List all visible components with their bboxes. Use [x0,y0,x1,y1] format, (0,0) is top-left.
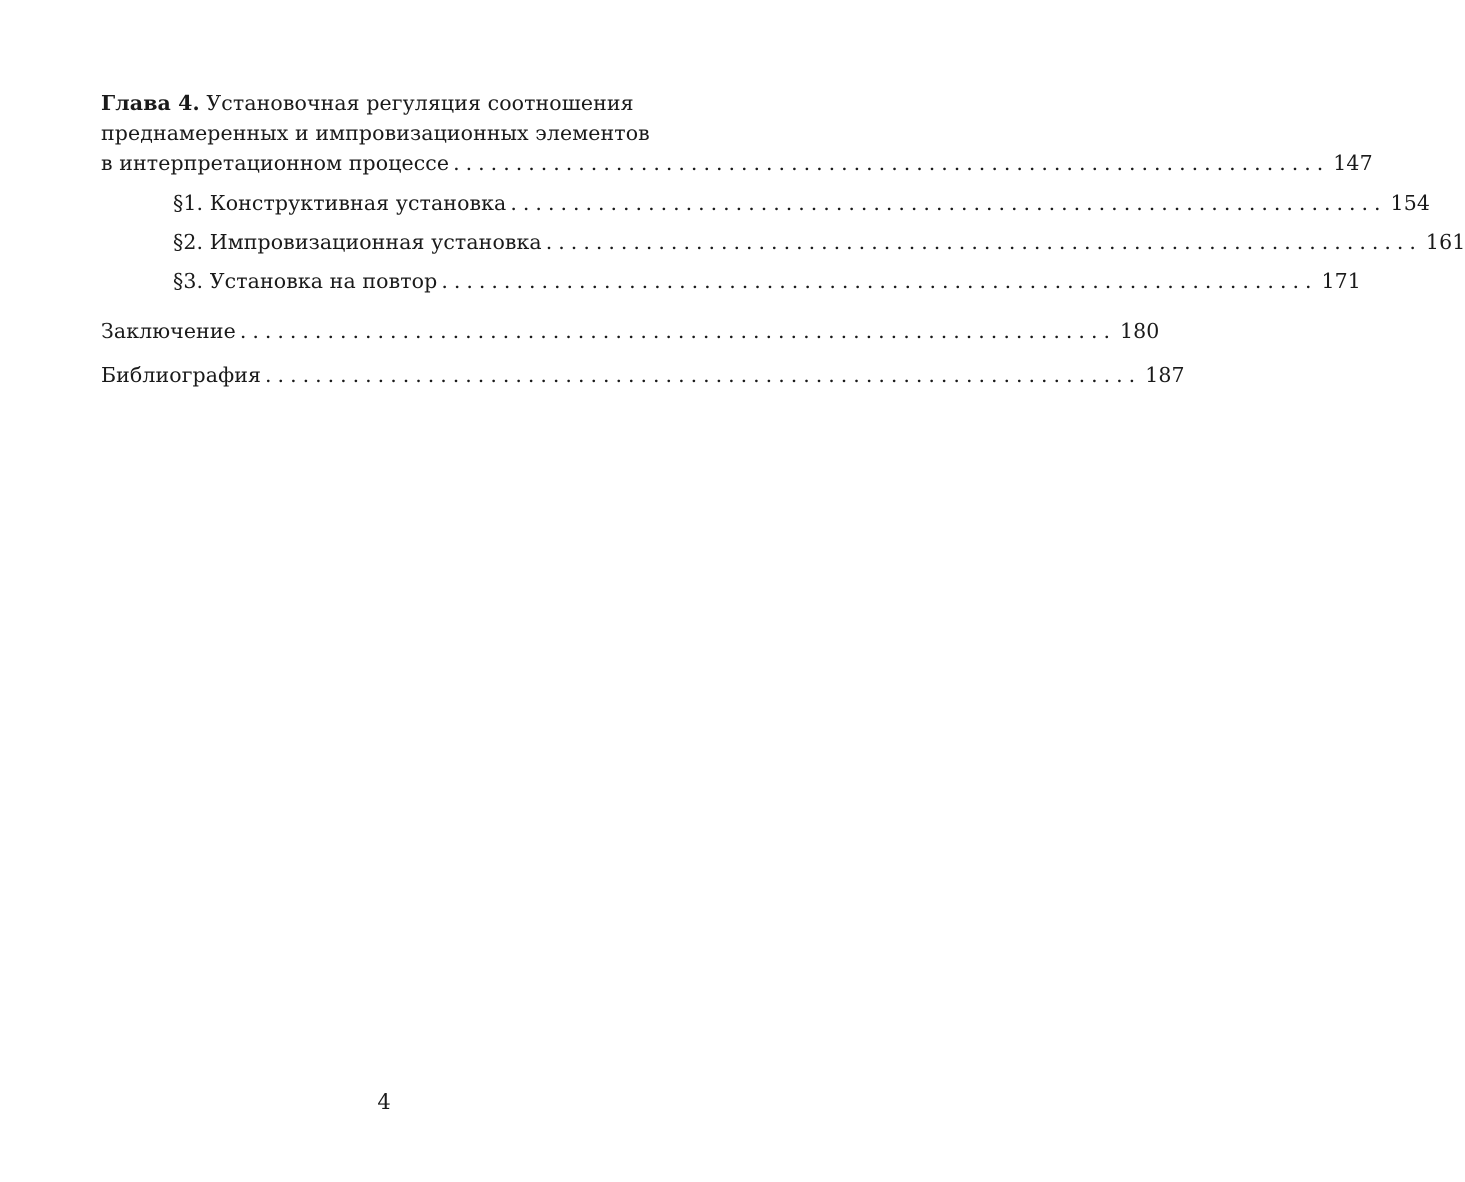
dot-leader: ...................................................................... [441,269,1318,293]
section-label: §3. Установка на повтор [173,269,438,293]
toc-section-2 [101,223,1465,262]
bibliography-label: Библиография [101,363,262,387]
chapter-label: Глава 4. [101,91,200,115]
toc-conclusion [101,309,1160,353]
dot-leader: ...................................................................... [453,151,1330,175]
conclusion-page-number: 180 [1119,319,1160,343]
toc-bibliography [101,353,1185,397]
chapter-title-line-1: Установочная регуляция соотношения [206,91,634,115]
bibliography-page-number: 187 [1145,363,1185,387]
dot-leader: ...................................................................... [545,230,1422,254]
chapter-title-line-2: преднамеренных и импровизационных элементов [101,121,650,145]
section-page-number: 171 [1321,269,1361,293]
page-number: 4 [377,1090,391,1114]
section-label: §1. Конструктивная установка [173,191,507,215]
section-label: §2. Импровизационная установка [173,230,542,254]
toc-chapter-4 [101,88,1373,178]
section-page-number: 161 [1425,230,1465,254]
conclusion-label: Заключение [101,319,236,343]
section-page-number: 154 [1390,191,1430,215]
dot-leader: ...................................................................... [239,319,1116,343]
dot-leader: ...................................................................... [265,363,1142,387]
chapter-page-number: 147 [1333,151,1373,175]
toc-section-1 [101,184,1430,223]
chapter-title-line-3: в интерпретационном процессе [101,151,450,175]
table-of-contents [101,88,1465,397]
toc-section-3 [101,262,1361,301]
dot-leader: ...................................................................... [510,191,1387,215]
